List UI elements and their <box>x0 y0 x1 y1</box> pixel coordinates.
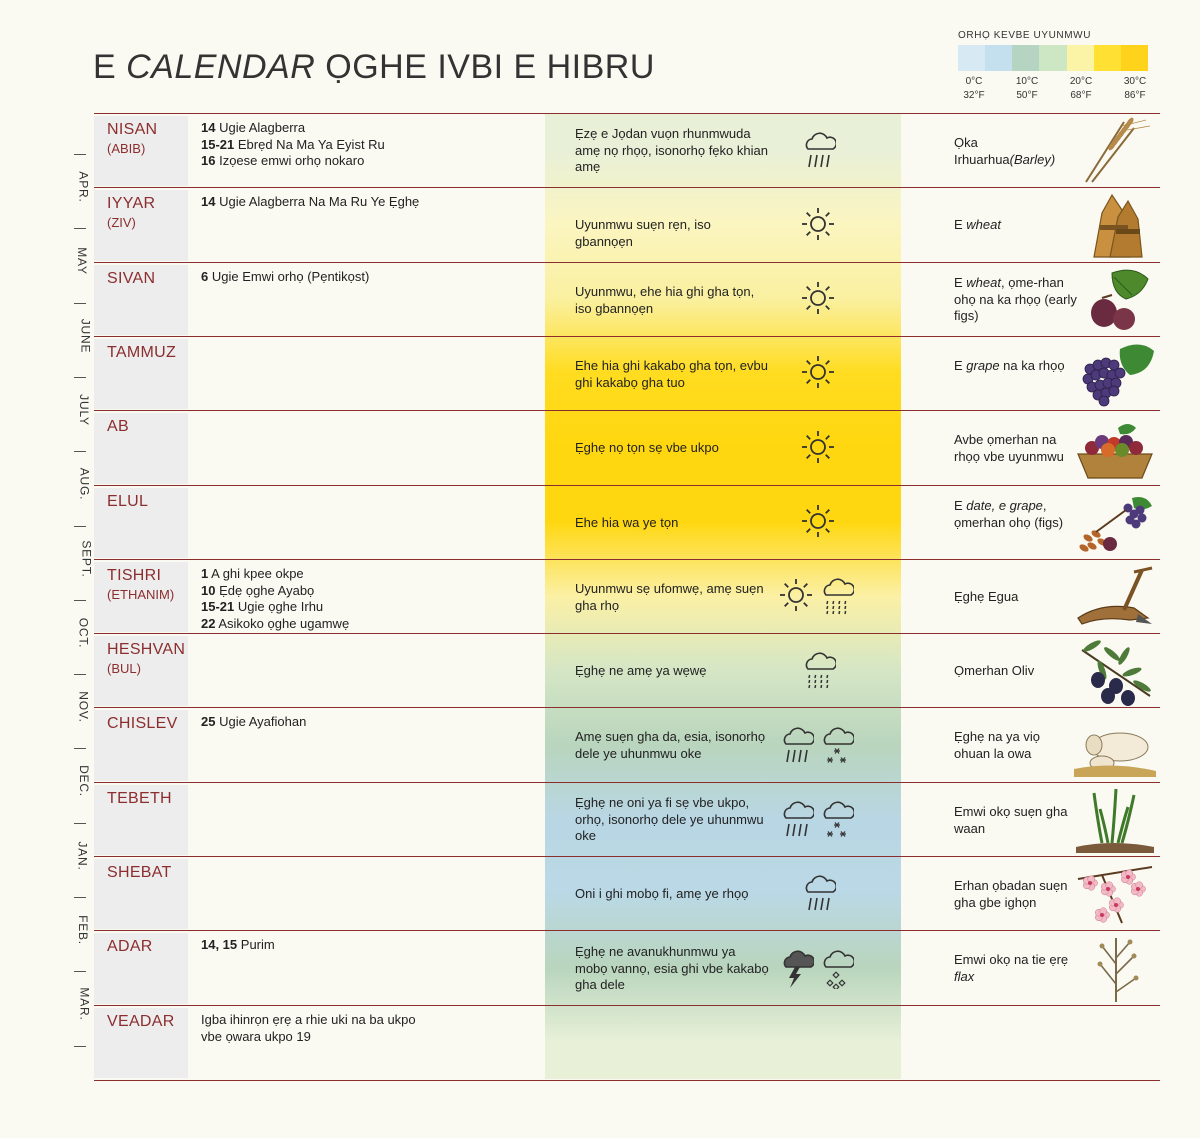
gregorian-month-tick <box>74 303 86 304</box>
gregorian-month-label <box>68 617 92 649</box>
festival-list <box>201 194 421 211</box>
weather-text: Ẹghẹ ne amẹ ya wẹwẹ <box>575 663 707 678</box>
crop-text <box>954 432 1079 465</box>
festival-date: 14 <box>201 120 216 135</box>
crop-text-part: E <box>954 498 967 513</box>
festival-name: Ugie Alagberra <box>219 120 306 135</box>
gregorian-month-tick <box>74 897 86 898</box>
month-name: TISHRI <box>107 567 162 584</box>
month-row <box>94 707 1160 783</box>
legend-tick-fahrenheit: 68°F <box>1070 90 1092 101</box>
festival-name: Izọese emwi orhọ nokaro <box>219 153 365 168</box>
festival-item <box>201 566 421 583</box>
crop-text-part: Avbe ọmerhan na rhọọ vbe uyunmwu <box>954 432 1064 464</box>
sheep-icon <box>1072 711 1158 786</box>
month-name: SIVAN <box>107 270 156 287</box>
month-row <box>94 410 1160 486</box>
month-name: ELUL <box>107 493 149 510</box>
drizzle-cloud-icon <box>800 651 836 696</box>
gregorian-month-text: FEB. <box>75 915 90 945</box>
fruit-basket-icon <box>1072 414 1158 489</box>
gregorian-month-tick <box>74 748 86 749</box>
festival-item <box>201 269 421 286</box>
month-row <box>94 485 1160 560</box>
gregorian-month-label <box>68 247 92 275</box>
sun-icon <box>800 429 836 470</box>
calendar-table <box>94 113 1160 1079</box>
month-name: TAMMUZ <box>107 344 177 361</box>
sun-icon <box>800 354 836 395</box>
gregorian-month-label <box>68 467 92 501</box>
snow-cloud-icon <box>818 726 854 771</box>
festival-name: Ugie Alagberra Na Ma Ru Ye Ẹghẹ <box>219 194 420 209</box>
festival-item <box>201 194 421 211</box>
crop-text-part: Ọmerhan Oliv <box>954 663 1035 678</box>
gregorian-month-label <box>68 318 93 354</box>
festival-name: Ugie ọghe Irhu <box>237 599 324 614</box>
temperature-legend <box>958 30 1148 101</box>
month-row <box>94 187 1160 263</box>
sun-icon <box>800 280 836 321</box>
weather-text: Ehe hia ghi kakabọ gha tọn, evbu ghi kakabọ gha tuo <box>575 358 768 390</box>
gregorian-month-text: MAR. <box>77 987 92 1021</box>
month-alt-name: (BUL) <box>107 661 141 676</box>
weather-text: Ẹghẹ ne oni ya fi sẹ vbe ukpo, orhọ, isonorhọ dele ye uhunmwu oke <box>575 795 764 843</box>
month-name: NISAN <box>107 121 158 138</box>
festival-date: 14 <box>201 194 216 209</box>
festival-name: Igba ihinrọn ẹrẹ a rhie uki na ba ukpo vbe ọwara ukpo 19 <box>201 1012 416 1044</box>
festival-list <box>201 120 421 170</box>
festival-name: Ugie Ayafiohan <box>219 714 307 729</box>
festival-name: Asikoko ọghe ugamwẹ <box>218 615 350 631</box>
gregorian-month-tick <box>74 971 86 972</box>
legend-tick-celsius: 30°C <box>1123 76 1147 87</box>
festival-date: 6 <box>201 269 209 284</box>
month-name: CHISLEV <box>107 715 178 732</box>
crop-text-part: E <box>954 358 967 373</box>
festival-date: 1 <box>201 566 209 581</box>
festival-date: 25 <box>201 714 216 729</box>
fig-icon <box>1072 265 1158 340</box>
crop-text-part: na ka rhọọ <box>999 358 1065 373</box>
crop-text-part: Emwi okọ suẹn gha waan <box>954 804 1068 836</box>
barley-icon <box>1072 116 1158 191</box>
month-row <box>94 559 1160 634</box>
legend-swatch <box>1039 45 1066 71</box>
gregorian-month-text: JULY <box>76 394 91 426</box>
weather-text: Ẹzẹ e Jọdan vuọn rhunmwuda amẹ nọ rhọọ, isonorhọ fẹko khian amẹ <box>575 126 768 174</box>
festival-name: Purim <box>240 937 275 952</box>
festival-item <box>201 120 421 137</box>
festival-date: 22 <box>201 615 216 631</box>
crop-text-part: , ọmerhan ohọ (figs) <box>954 498 1064 530</box>
month-row <box>94 113 1160 188</box>
festival-item <box>201 137 421 154</box>
gregorian-month-tick <box>74 451 86 452</box>
rain-cloud-icon <box>778 800 814 845</box>
gregorian-month-tick <box>74 674 86 675</box>
crop-text <box>954 498 1079 531</box>
weather-text: Amẹ suẹn gha da, esia, isonorhọ dele ye uhunmwu oke <box>575 729 766 761</box>
crop-text-part: Ẹghẹ Egua <box>954 589 1019 604</box>
legend-swatch <box>1094 45 1121 71</box>
crop-text <box>954 217 1079 234</box>
dates-grapes-icon <box>1072 488 1158 563</box>
festival-item <box>201 616 421 633</box>
gregorian-month-text: SEPT. <box>79 540 94 578</box>
festival-item <box>201 599 421 616</box>
rain-cloud-icon <box>800 874 836 919</box>
drizzle-cloud-icon <box>818 577 854 622</box>
month-name: VEADAR <box>107 1013 175 1030</box>
gregorian-month-label <box>68 987 92 1021</box>
plough-icon <box>1072 562 1158 637</box>
snow-cloud-icon <box>818 800 854 845</box>
crop-text-part: date, e grape <box>966 498 1043 513</box>
gregorian-month-tick <box>74 526 86 527</box>
grape-icon <box>1072 339 1158 414</box>
gregorian-month-label <box>68 171 92 203</box>
gregorian-month-label <box>68 841 92 871</box>
festival-list <box>201 714 421 731</box>
gregorian-month-tick <box>74 600 86 601</box>
crop-text-part: wheat <box>966 217 1001 232</box>
rain-cloud-icon <box>778 726 814 771</box>
gregorian-month-text: APR. <box>76 171 91 203</box>
month-name: AB <box>107 418 129 435</box>
crop-text <box>954 729 1079 762</box>
page-title: E CALENDAR ỌGHE IVBI E HIBRU <box>93 48 655 86</box>
legend-swatch <box>1012 45 1039 71</box>
month-row <box>94 1005 1160 1081</box>
gregorian-month-label <box>68 540 94 578</box>
festival-date: 16 <box>201 153 216 168</box>
festival-item <box>201 714 421 731</box>
legend-tick-fahrenheit: 50°F <box>1016 90 1038 101</box>
legend-swatch <box>1121 45 1148 71</box>
crop-text <box>954 663 1079 680</box>
olive-icon <box>1072 636 1158 711</box>
crop-text-part: flax <box>954 968 975 984</box>
weather-text: Uyunmwu sẹ ufomwẹ, amẹ suẹn gha rhọ <box>575 581 764 613</box>
legend-tick-celsius: 0°C <box>965 76 983 87</box>
month-row <box>94 336 1160 411</box>
gregorian-month-text: JAN. <box>75 841 90 871</box>
festival-item <box>201 153 421 170</box>
gregorian-month-text: NOV. <box>76 691 91 723</box>
weather-text: Ehe hia wa ye tọn <box>575 515 679 530</box>
legend-tick-celsius: 20°C <box>1069 76 1093 87</box>
gregorian-month-text: AUG. <box>77 467 92 501</box>
crop-text <box>954 804 1079 837</box>
wheat-sheaf-icon <box>1072 191 1158 266</box>
month-row <box>94 930 1160 1006</box>
crop-text <box>954 275 1079 325</box>
crop-text-part: Emwi okọ na tie ẹrẹ <box>954 952 1069 967</box>
festival-list <box>201 566 421 632</box>
legend-ticks <box>958 75 1188 115</box>
sun-icon <box>778 577 814 618</box>
crop-text-part: grape <box>966 358 1000 373</box>
festival-date: 15-21 <box>201 599 235 614</box>
legend-tick <box>1115 75 1155 103</box>
festival-item <box>201 1012 421 1045</box>
legend-swatch <box>958 45 985 71</box>
festival-date: 10 <box>201 582 216 598</box>
crop-text-part: E <box>954 275 967 290</box>
legend-tick <box>1007 75 1047 103</box>
weather-text: Ẹghẹ nọ tọn sẹ vbe ukpo <box>575 440 719 455</box>
month-alt-name: (ETHANIM) <box>107 587 175 602</box>
crop-text <box>954 878 1079 911</box>
legend-title: ORHỌ KEVBE UYUNMWU <box>958 30 1092 41</box>
festival-list <box>201 1012 421 1045</box>
legend-tick-celsius: 10°C <box>1015 76 1039 87</box>
festival-name: A ghi kpee okpe <box>211 566 304 581</box>
crop-text-part: E <box>954 217 967 232</box>
legend-swatch <box>1067 45 1094 71</box>
flax-icon <box>1072 934 1158 1009</box>
month-row <box>94 262 1160 337</box>
month-name: ADAR <box>107 938 153 955</box>
legend-tick <box>954 75 994 103</box>
weather-text: Uyunmwu, ehe hia ghi gha tọn, iso gbannọẹn <box>575 284 755 316</box>
gregorian-month-text: DEC. <box>76 765 91 797</box>
legend-tick-fahrenheit: 32°F <box>963 90 985 101</box>
crop-text-part: , ọme-rhan ohọ na ka rhọọ (early figs) <box>954 275 1077 323</box>
legend-tick-fahrenheit: 86°F <box>1124 90 1146 101</box>
festival-item <box>201 937 421 954</box>
storm-cloud-icon <box>778 949 814 994</box>
gregorian-month-tick <box>74 228 86 229</box>
month-row <box>94 633 1160 708</box>
festival-list <box>201 269 421 286</box>
month-name: IYYAR <box>107 195 156 212</box>
gregorian-month-label <box>68 394 92 426</box>
gregorian-month-tick <box>74 154 86 155</box>
crop-text <box>954 135 1079 168</box>
festival-name: Ebrẹd Na Ma Ya Eyist Ru <box>237 136 385 152</box>
hail-cloud-icon <box>818 949 854 994</box>
sprout-icon <box>1072 785 1158 860</box>
gregorian-month-tick <box>74 377 86 378</box>
gregorian-month-text: MAY <box>74 247 89 275</box>
crop-text-part: Ọka Irhuarhua <box>954 135 1010 167</box>
crop-text-part: wheat <box>966 275 1001 290</box>
festival-date: 14, 15 <box>201 937 238 952</box>
crop-text <box>954 589 1079 606</box>
month-name: TEBETH <box>107 790 172 807</box>
gregorian-month-label <box>68 765 92 797</box>
gregorian-month-tick <box>74 823 86 824</box>
crop-text <box>954 952 1079 985</box>
weather-text: Uyunmwu suẹn rẹn, iso gbannọẹn <box>575 217 711 249</box>
festival-name: Ẹdẹ ọghe Ayabọ <box>219 582 315 598</box>
crop-text-part: (Barley) <box>1009 151 1056 167</box>
sun-icon <box>800 206 836 247</box>
month-row <box>94 782 1160 857</box>
legend-tick <box>1061 75 1101 103</box>
gregorian-month-tick <box>74 1046 86 1047</box>
month-name: HESHVAN <box>107 641 186 658</box>
gregorian-month-label <box>68 915 92 945</box>
gregorian-month-text: JUNE <box>78 318 93 354</box>
gregorian-month-text: OCT. <box>76 617 91 649</box>
festival-name: Ugie Emwi orhọ (Pẹntikọst) <box>211 269 370 284</box>
gregorian-month-label <box>68 691 92 723</box>
crop-text-part: Erhan ọbadan suẹn gha gbe ighọn <box>954 878 1068 910</box>
month-alt-name: (ZIV) <box>107 215 136 230</box>
rain-cloud-icon <box>800 131 836 176</box>
legend-color-bar <box>958 45 1148 71</box>
crop-text <box>954 358 1079 375</box>
weather-text: Oni i ghi mobọ fi, amẹ ye rhọọ <box>575 886 749 901</box>
month-row <box>94 856 1160 931</box>
weather-text: Ẹghẹ ne avanukhunmwu ya mobọ vannọ, esia ghi vbe kakabọ gha dele <box>575 944 769 992</box>
festival-date: 15-21 <box>201 136 235 152</box>
crop-text-part: Ẹghẹ na ya viọ ohuan la owa <box>954 729 1041 761</box>
festival-list <box>201 937 421 954</box>
legend-swatch <box>985 45 1012 71</box>
month-name: SHEBAT <box>107 864 172 881</box>
almond-blossom-icon <box>1072 859 1158 934</box>
festival-item <box>201 583 421 600</box>
month-alt-name: (ABIB) <box>107 141 146 156</box>
sun-icon <box>800 503 836 544</box>
